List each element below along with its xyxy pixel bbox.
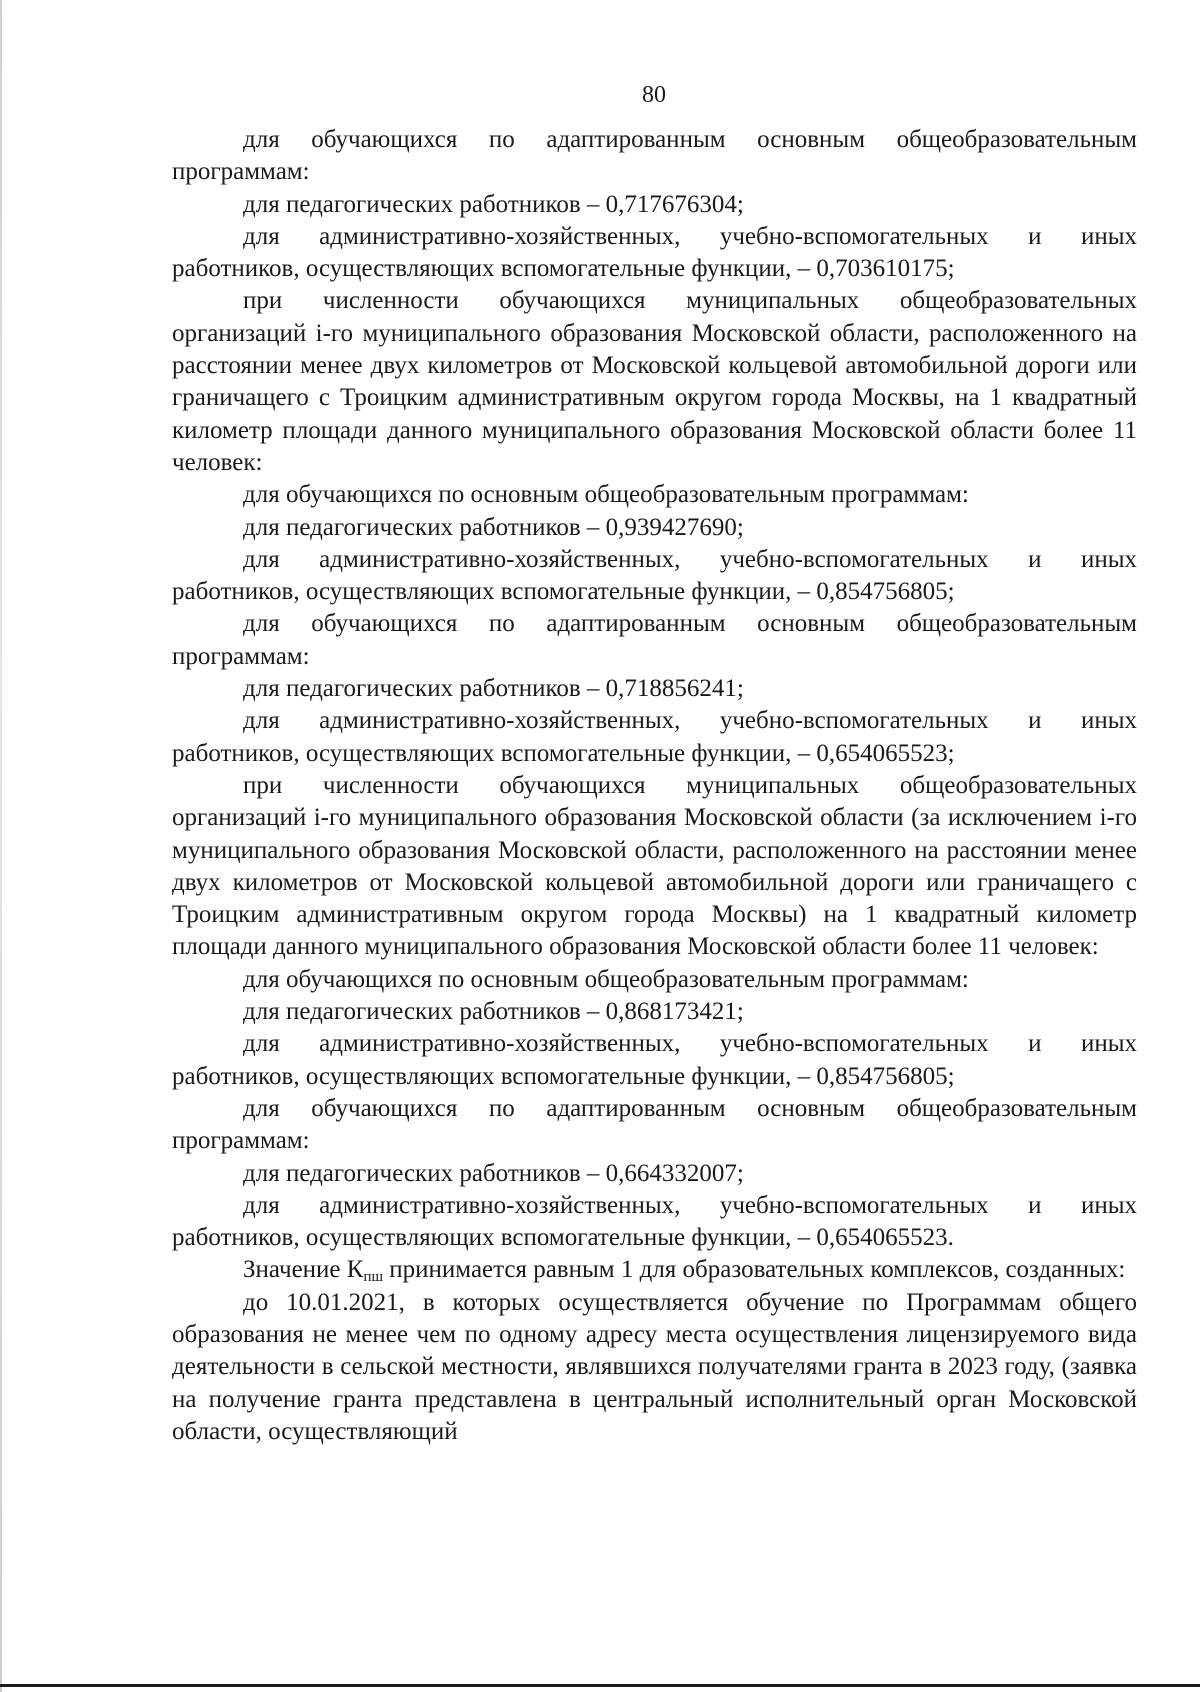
paragraph: для педагогических работников – 0,717676304;: [243, 190, 744, 218]
paragraph: для административно-хозяйственных, учебно-вспомогательных и иных работников, осуществляющих вспомогательные функции, – 0,854756805;: [172, 1030, 1137, 1090]
paragraph: при численности обучающихся муниципальных общеобразовательных организаций i-го муниципального образования Московской области, расположенного на расстоянии менее двух километров от Московской кольцевой автомобильной дороги или граничащего с Троицким административным округом города Москвы, на 1 квадратный километр площади данного муниципального образования Московской области более 11 человек:: [172, 287, 1137, 476]
document-body: [172, 124, 1137, 1448]
page-number: 80: [642, 82, 666, 108]
formula-text-before: Значение К: [243, 1256, 364, 1284]
paragraph: для обучающихся по адаптированным основным общеобразовательным программам:: [172, 1094, 1137, 1155]
paragraph: для обучающихся по адаптированным основным общеобразовательным программам:: [172, 610, 1137, 670]
paragraph: для педагогических работников – 0,664332007;: [243, 1159, 744, 1187]
paragraph: для обучающихся по основным общеобразовательным программам:: [243, 481, 969, 509]
paragraph: для административно-хозяйственных, учебно-вспомогательных и иных работников, осуществляющих вспомогательные функции, – 0,703610175;: [172, 222, 1137, 283]
paragraph: для обучающихся по адаптированным основным общеобразовательным программам:: [172, 126, 1137, 186]
paragraph: для педагогических работников – 0,939427690;: [243, 513, 744, 541]
paragraph: при численности обучающихся муниципальных общеобразовательных организаций i-го муниципального образования Московской области (за исключением i-го муниципального образования Московской области, расположенного на расстоянии менее двух километров от Московской кольцевой автомобильной дороги или граничащего с Троицким административным округом города Москвы) на 1 квадратный километр площади данного муниципального образования Московской области более 11 человек:: [172, 771, 1137, 961]
paragraph: для административно-хозяйственных, учебно-вспомогательных и иных работников, осуществляющих вспомогательные функции, – 0,654065523;: [172, 707, 1137, 767]
paragraph: для административно-хозяйственных, учебно-вспомогательных и иных работников, осуществляющих вспомогательные функции, – 0,854756805;: [172, 545, 1137, 606]
formula-text-after: принимается равным 1 для образовательных комплексов, созданных:: [383, 1256, 1126, 1284]
scan-edge-left: [0, 0, 2, 1692]
paragraph: до 10.01.2021, в которых осуществляется обучение по Программам общего образования не менее чем по одному адресу места осуществления лицензируемого вида деятельности в сельской местности, являвшихся получателями гранта в 2023 году, (заявка на получение гранта представлена в центральный исполнительный орган Московской области, осуществляющий: [172, 1288, 1137, 1445]
paragraph: для обучающихся по основным общеобразовательным программам:: [243, 965, 969, 993]
paragraph: для административно-хозяйственных, учебно-вспомогательных и иных работников, осуществляющих вспомогательные функции, – 0,654065523.: [172, 1191, 1137, 1252]
paragraph: для педагогических работников – 0,718856241;: [243, 675, 744, 703]
formula-subscript: пш: [363, 1269, 384, 1286]
scan-edge-bottom: [0, 1684, 1200, 1687]
paragraph: для педагогических работников – 0,868173421;: [243, 998, 744, 1026]
formula-paragraph: [172, 1254, 1137, 1286]
